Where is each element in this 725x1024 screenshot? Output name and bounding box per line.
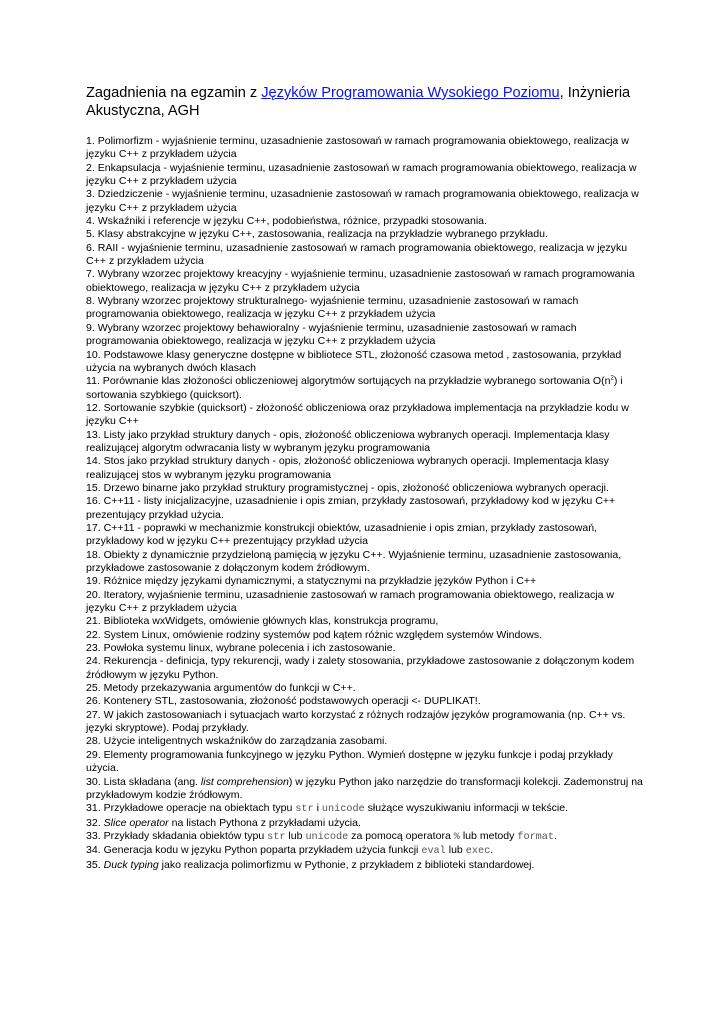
topic-item <box>86 817 646 830</box>
inline-code: format <box>517 831 555 843</box>
exam-topics-list <box>86 135 646 872</box>
topic-item: 5. Klasy abstrakcyjne w języku C++, zastosowania, realizacja na przykładzie wybranego przykładu. <box>86 228 548 241</box>
topic-item: 14. Stos jako przykład struktury danych - opis, złożoność obliczeniowa wybranych operacji. Implementacja klasy realizującej stos w wybranym języku programowania <box>86 455 609 481</box>
topic-item: 13. Listy jako przykład struktury danych - opis, złożoność obliczeniowa wybranych operacji. Implementacja klasy realizującej algorytm odwracania listy w wybranym języku programowania <box>86 428 610 454</box>
topic-item: 17. C++11 - poprawki w mechanizmie konstrukcji obiektów, uzasadnienie i opis zmian, przykłady zastosowań, przykładowy kod w języku C++ prezentujący przykład użycia <box>86 521 597 548</box>
topic-item: 22. System Linux, omówienie rodziny systemów pod kątem różnic względem systemów Windows. <box>86 628 543 641</box>
topic-text: na listach Pythona z przykładami użycia. <box>168 816 361 829</box>
topic-item: 18. Obiekty z dynamicznie przydzieloną pamięcią w języku C++. Wyjaśnienie terminu, uzasadnienie zastosowania, przykładowe zastosowanie z dołączonym kodem źródłowym. <box>86 548 622 574</box>
inline-code: eval <box>421 846 446 858</box>
topic-item: 29. Elementy programowania funkcyjnego w języku Python. Wymień dostępne w języku funkcje i podaj przykłady użycia. <box>86 748 613 775</box>
topic-text: lub metody <box>459 829 518 842</box>
italic-term: Slice operator <box>103 816 169 829</box>
topic-item: 21. Biblioteka wxWidgets, omówienie głównych klas, konstrukcja programu, <box>86 615 439 628</box>
topic-text: za pomocą operatora <box>348 829 454 842</box>
topic-item: 26. Kontenery STL, zastosowania, złożoność podstawowych operacji <- DUPLIKAT!. <box>86 695 481 708</box>
topic-item: 25. Metody przekazywania argumentów do funkcji w C++. <box>86 682 356 695</box>
topic-text: 34. Generacja kodu w języku Python poparta przykładem użycia funkcji <box>86 844 422 857</box>
topic-item: 27. W jakich zastosowaniach i sytuacjach warto korzystać z różnych rodzajów języków programowania (np. C++ vs. języki skryptowe). Podaj przykłady. <box>86 708 626 735</box>
topic-item: 4. Wskaźniki i referencje w języku C++, podobieństwa, różnice, przypadki stosowania. <box>86 215 487 228</box>
topic-item: 8. Wybrany wzorzec projektowy strukturalnego- wyjaśnienie terminu, uzasadnienie zastosowań w ramach programowania obiektowego, realizacja w języku C++ z przykładem użycia <box>86 295 579 321</box>
topic-item: 1. Polimorfizm - wyjaśnienie terminu, uzasadnienie zastosowań w ramach programowania obiektowego, realizacja w języku C++ z przykładem użycia <box>86 135 629 161</box>
topic-item: 2. Enkapsulacja - wyjaśnienie terminu, uzasadnienie zastosowań w ramach programowania obiektowego, realizacja w języku C++ z przykładem użycia <box>86 161 637 188</box>
topic-item: 10. Podstawowe klasy generyczne dostępne w bibliotece STL, złożoność czasowa metod , zastosowania, przykład użycia na wybranych dwóch klasach <box>86 348 622 374</box>
topic-item: 7. Wybrany wzorzec projektowy kreacyjny - wyjaśnienie terminu, uzasadnienie zastosowań w ramach programowania obiektowego, realizacja w języku C++ z przykładem użycia <box>86 268 635 294</box>
topic-text: jako realizacja polimorfizmu w Pythonie, z przykładem z biblioteki standardowej. <box>158 858 535 871</box>
inline-code: str <box>295 804 314 816</box>
topic-item: 24. Rekurencja - definicja, typy rekurencji, wady i zalety stosowania, przykładowe zastosowanie z dołączonym kodem źródłowym w języku Python. <box>86 655 635 681</box>
topic-text: służące wyszukiwaniu informacji w tekście. <box>364 802 569 815</box>
topic-item: 6. RAII - wyjaśnienie terminu, uzasadnienie zastosowań w ramach programowania obiektowego, realizacja w języku C++ z przykładem użycia <box>86 241 628 268</box>
topic-text: i <box>313 802 322 815</box>
document-title <box>86 84 646 120</box>
topic-text: 11. Porównanie klas złożoności obliczeniowej algorytmów sortujących na przykładzie wybranego sortowania O(n <box>86 375 611 388</box>
topic-item <box>86 844 646 858</box>
topic-text: ) w języku Python jako narzędzie do transformacji kolekcji. Zademonstruj na przykładowym kodzie źródłowym. <box>86 775 643 801</box>
title-suffix: , Inżynieria Akustyczna, AGH <box>86 85 631 119</box>
inline-code: str <box>267 831 286 843</box>
topic-item <box>86 859 646 872</box>
inline-code: unicode <box>321 804 365 816</box>
topic-item: 12. Sortowanie szybkie (quicksort) - złożoność obliczeniowa oraz przykładowa implementacja na przykładzie kodu w języku C++ <box>86 401 629 428</box>
topic-item <box>86 776 646 803</box>
topic-item: 3. Dziedziczenie - wyjaśnienie terminu, uzasadnienie zastosowań w ramach programowania obiektowego, realizacja w języku C++ z przykładem użycia <box>86 188 639 214</box>
inline-code: % <box>453 831 460 843</box>
italic-term: Duck typing <box>103 858 159 871</box>
topic-item <box>86 830 646 844</box>
topic-item: 23. Powłoka systemu linux, wybrane polecenia i ich zastosowanie. <box>86 642 396 655</box>
topic-text: ) i sortowania szybkiego (quicksort). <box>86 375 623 401</box>
topic-item: 20. Iteratory, wyjaśnienie terminu, uzasadnienie zastosowań w ramach programowania obiektowego, realizacja w języku C++ z przykładem użycia <box>86 588 615 615</box>
topic-text: 31. Przykładowe operacje na obiektach typu <box>86 802 296 815</box>
topic-text: . <box>554 829 557 842</box>
topic-text: 32. <box>86 816 104 829</box>
course-link[interactable]: Języków Programowania Wysokiego Poziomu <box>261 85 560 101</box>
topic-item: 9. Wybrany wzorzec projektowy behawioralny - wyjaśnienie terminu, uzasadnienie zastosowań w ramach programowania obiektowego, realizacja w języku C++ z przykładem użycia <box>86 321 577 348</box>
italic-term: list comprehension <box>200 775 289 788</box>
inline-code: unicode <box>305 831 349 843</box>
topic-text: . <box>490 844 494 857</box>
title-prefix: Zagadnienia na egzamin z <box>86 85 262 101</box>
topic-text: 33. Przykłady składania obiektów typu <box>86 829 268 842</box>
superscript: 2 <box>610 375 614 382</box>
topic-item: 15. Drzewo binarne jako przykład struktury programistycznej - opis, złożoność obliczeniowa wybranych operacji. <box>86 481 609 494</box>
document-page <box>86 84 646 872</box>
topic-text: 30. Lista składana (ang. <box>86 775 201 788</box>
inline-code: exec <box>465 846 491 858</box>
topic-item <box>86 375 646 402</box>
topic-item <box>86 802 646 816</box>
topic-text: 35. <box>86 858 104 871</box>
topic-item: 16. C++11 - listy inicjalizacyjne, uzasadnienie i opis zmian, przykłady zastosowań, przykładowy kod w języku C++ prezentujący przykład użycia. <box>86 495 616 521</box>
topic-text: lub <box>445 844 466 857</box>
topic-item: 28. Użycie inteligentnych wskaźników do zarządzania zasobami. <box>86 735 388 748</box>
topic-text: lub <box>285 829 306 842</box>
topic-item: 19. Różnice między językami dynamicznymi, a statycznymi na przykładzie języków Python i C++ <box>86 575 537 588</box>
